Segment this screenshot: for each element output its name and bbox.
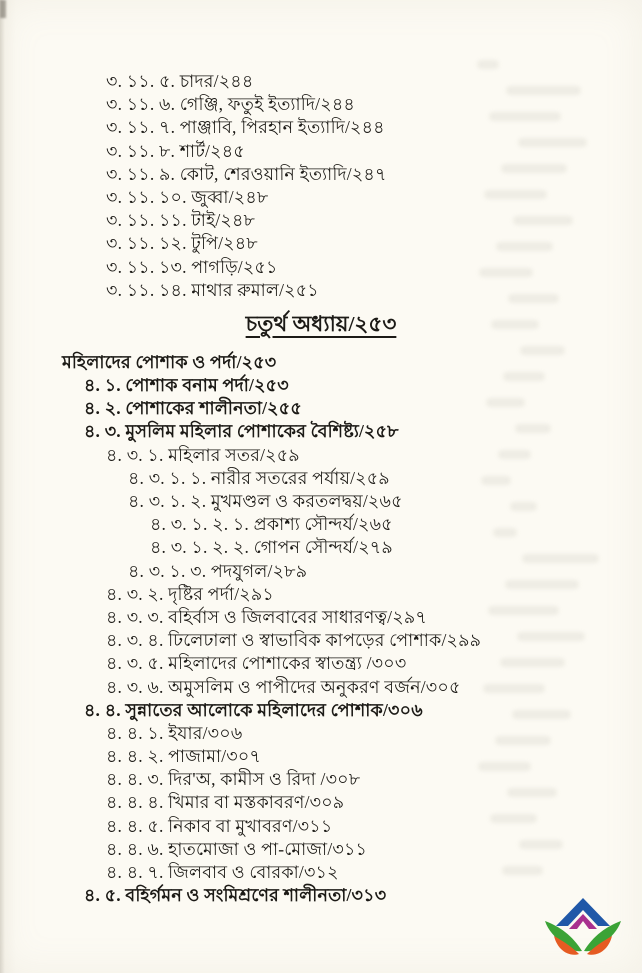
toc-entry: ৪. ৩. ১. ৩. পদযুগল/২৮৯	[128, 560, 308, 581]
toc-entry: ৪. ৩. ১. ১. নারীর সতরের পর্যায়/২৫৯	[128, 467, 390, 488]
publisher-logo	[543, 893, 623, 957]
toc-entry: ৪. ৪. ১. ইযার/৩০৬	[106, 722, 243, 743]
toc-entry: ৩. ১১. ১০. জুব্বা/২৪৮	[106, 186, 269, 207]
toc-entry: ৩. ১১. ৯. কোট, শেরওয়ানি ইত্যাদি/২৪৭	[106, 163, 387, 184]
toc-entry: ৪. ৩. ১. ২. মুখমণ্ডল ও করতলদ্বয়/২৬৫	[128, 491, 403, 511]
toc-entry: ৪. ৩. ১. ২. ২. গোপন সৌন্দর্য/২৭৯	[150, 537, 393, 558]
toc-entry: ৩. ১১. ১১. টাই/২৪৮	[106, 210, 256, 231]
toc-entry: ৪. ৪. ৪. খিমার বা মস্তকাবরণ/৩০৯	[106, 792, 345, 813]
toc-entry: ৩. ১১. ৮. শার্ট/২৪৫	[106, 140, 245, 161]
toc-entry: ৪. ৩. ১. ২. ১. প্রকাশ্য সৌন্দর্য/২৬৫	[150, 514, 393, 535]
toc-entry: ৩. ১১. ৬. গেঞ্জি, ফতুই ইত্যাদি/২৪৪	[106, 94, 355, 115]
toc-entry: ৪. ৪. ৫. নিকাব বা মুখাবরণ/৩১১	[106, 815, 333, 836]
toc-entry: ৪. ৩. ৬. অমুসলিম ও পাপীদের অনুকরণ বর্জন/৩০৫	[106, 676, 461, 697]
toc-entry: ৪. ৪. ২. পাজামা/৩০৭	[106, 746, 262, 767]
toc-entry: ৪. ৩. মুসলিম মহিলার পোশাকের বৈশিষ্ট্য/২৫৮	[84, 421, 399, 442]
toc-entry: ৩. ১১. ১৪. মাথার রুমাল/২৫১	[106, 279, 319, 300]
toc-entry: ৩. ১১. ১৩. পাগড়ি/২৫১	[106, 256, 278, 277]
toc-entry: ৪. ৩. ৪. ঢিলেঢালা ও স্বাভাবিক কাপড়ের পোশাক/২৯৯	[106, 630, 482, 651]
toc-entry: ৪. ১. পোশাক বনাম পর্দা/২৫৩	[84, 375, 289, 396]
toc-entry: ৩. ১১. ১২. টুপি/২৪৮	[106, 233, 258, 254]
toc-entry: ৪. ৪. ৬. হাতমোজা ও পা-মোজা/৩১১	[106, 838, 368, 859]
toc-entry: ৪. ৪. ৩. দির'অ, কামীস ও রিদা /৩০৮	[106, 769, 361, 790]
toc-entry: ৪. ৩. ৫. মহিলাদের পোশাকের স্বাতন্ত্র্য /৩০৩	[106, 653, 407, 674]
toc-entry: মহিলাদের পোশাক ও পর্দা/২৫৩	[62, 351, 277, 372]
toc-entry: ৪. ৩. ১. মহিলার সতর/২৫৯	[106, 444, 300, 465]
toc-entry: ৪. ৩. ৩. বহির্বাস ও জিলবাবের সাধারণত্ব/২৯৭	[106, 606, 427, 627]
toc-entry: ৪. ২. পোশাকের শালীনতা/২৫৫	[84, 398, 302, 419]
publisher-logo-icon	[543, 893, 623, 957]
toc-entry: ৩. ১১. ৫. চাদর/২৪৪	[106, 71, 254, 91]
toc-entry: ৩. ১১. ৭. পাঞ্জাবি, পিরহান ইত্যাদি/২৪৪	[106, 117, 385, 138]
toc-entry: ৪. ৪. ৭. জিলবাব ও বোরকা/৩১২	[106, 862, 339, 882]
chapter-heading: চতুর্থ অধ্যায়/২৫৩	[245, 311, 397, 336]
toc-entry: ৪. ৩. ২. দৃষ্টির পর্দা/২৯১	[106, 583, 274, 604]
toc-entry: ৪. ৫. বহির্গমন ও সংমিশ্রণের শালীনতা/৩১৩	[84, 885, 387, 906]
toc-entry: ৪. ৪. সুন্নাতের আলোকে মহিলাদের পোশাক/৩০৬	[84, 699, 423, 720]
